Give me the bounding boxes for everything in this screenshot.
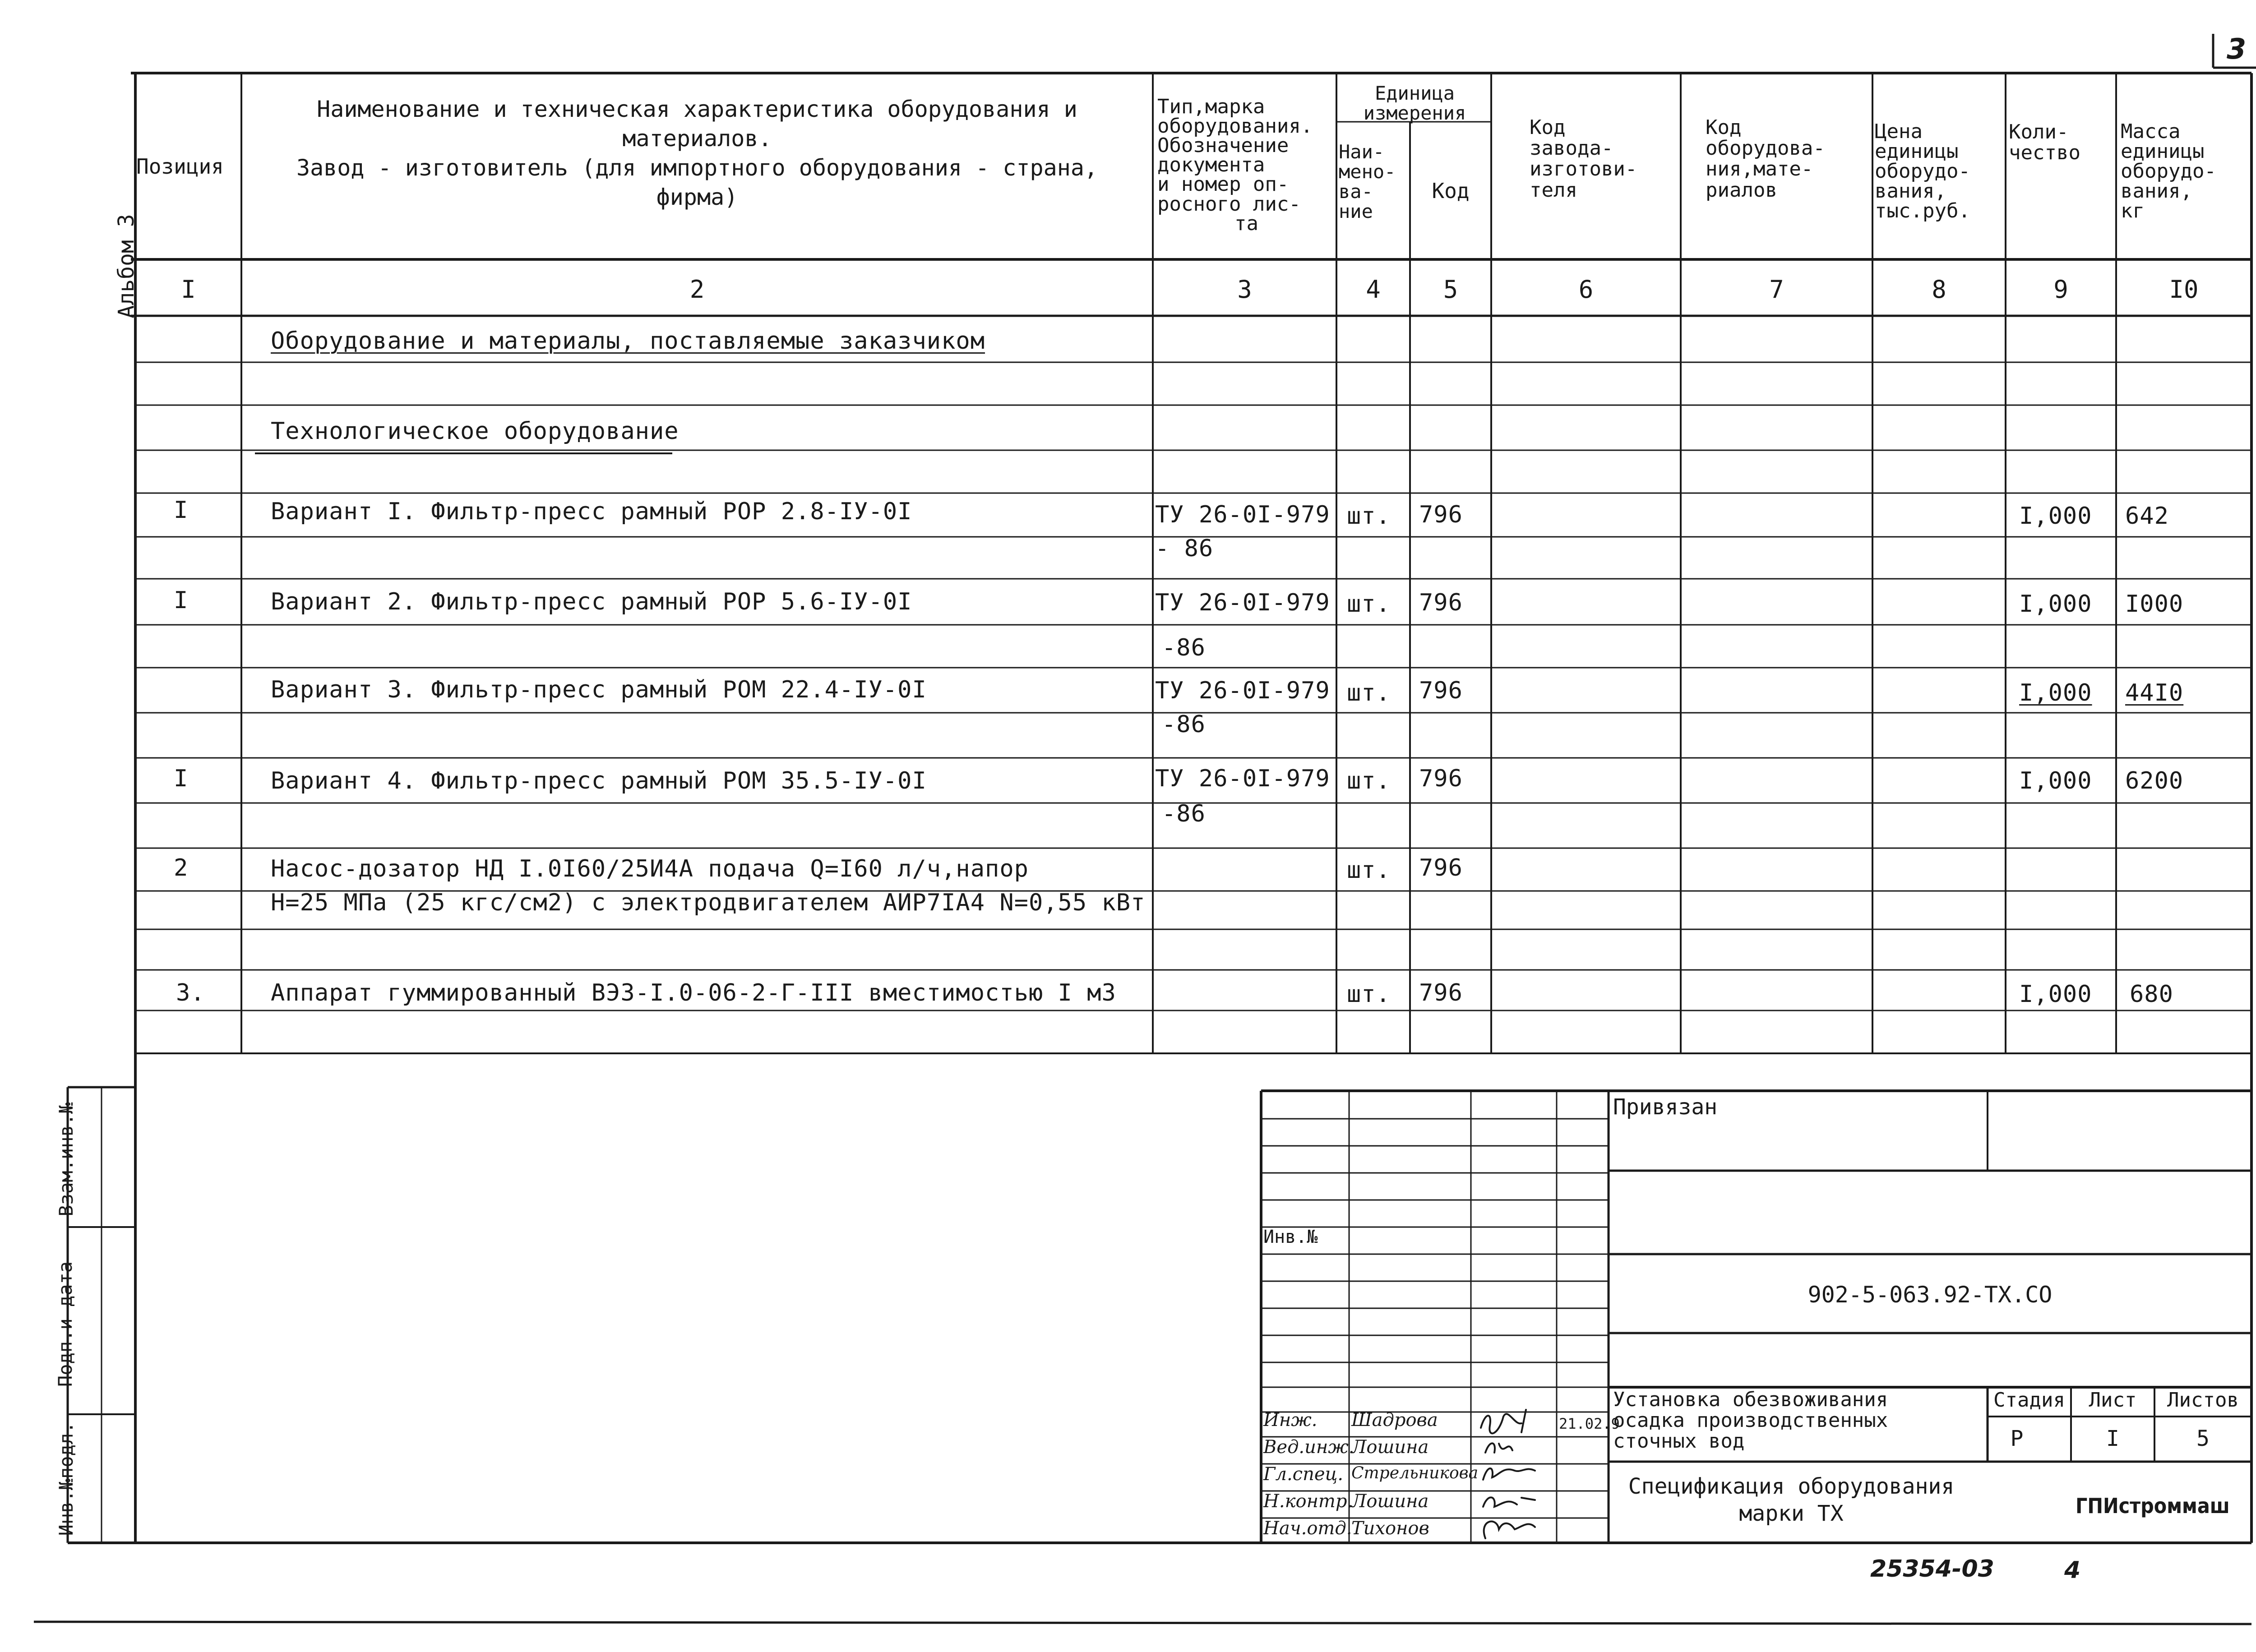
row3-quantity: I,000: [2019, 679, 2092, 706]
col-header-doc-l6: росного лис-: [1157, 192, 1301, 216]
row6-unit: шт.: [1347, 981, 1391, 1008]
role-norm-control: Н.контр.: [1263, 1491, 1353, 1512]
stamp-replace-inventory: Взам.инв.№: [55, 1102, 77, 1217]
price-l1: Цена: [1875, 120, 1923, 143]
row3-doc: ТУ 26-0I-979: [1155, 677, 1330, 704]
unit-group-l1: Единица: [1374, 82, 1455, 104]
row2-quantity: I,000: [2019, 591, 2092, 618]
sheets-label: Листов: [2167, 1389, 2239, 1412]
col-header-factory-code: [1530, 117, 1674, 201]
album-label: Альбом 3: [114, 214, 139, 318]
row6-quantity: I,000: [2019, 981, 2092, 1008]
colnum-1: I: [181, 275, 196, 304]
colnum-8: 8: [1932, 275, 1946, 304]
unit-name-l3: ва-: [1339, 180, 1373, 203]
document-title: [1609, 1473, 1974, 1527]
col-header-unit-code: Код: [1432, 179, 1470, 203]
page-number: 4: [2064, 1557, 2081, 1584]
colnum-10: I0: [2169, 275, 2199, 304]
row1-mass: 642: [2125, 503, 2169, 530]
stamp-inventory-original: Инв.№подл.: [55, 1421, 77, 1536]
price-l5: тыс.руб.: [1875, 199, 1970, 222]
col-header-doc-l7: та: [1234, 212, 1258, 235]
colnum-9: 9: [2053, 275, 2068, 304]
row4-unit: шт.: [1347, 767, 1391, 794]
row4-quantity: I,000: [2019, 767, 2092, 794]
colnum-7: 7: [1769, 275, 1784, 304]
row6-code: 796: [1419, 979, 1463, 1006]
organization-name: ГПИстроммаш: [2076, 1494, 2230, 1518]
sheet-number: 3: [2227, 32, 2247, 65]
row4-mass: 6200: [2125, 767, 2184, 794]
row1-quantity: I,000: [2019, 503, 2092, 530]
document-code: 902-5-063.92-ТХ.СО: [1808, 1282, 2053, 1308]
row4-code: 796: [1419, 765, 1463, 792]
row4-position: I: [174, 765, 189, 792]
project-title: [1613, 1389, 1888, 1452]
section-customer-supplied: Оборудование и материалы, поставляемые заказчиком: [271, 328, 985, 355]
col-header-mass: [2121, 122, 2249, 221]
factory-code-l4: теля: [1530, 178, 1577, 202]
col-header-unit-group: [1339, 83, 1490, 123]
row1-code: 796: [1419, 501, 1463, 528]
col-header-price: [1875, 122, 2003, 221]
col-header-doc: [1157, 97, 1336, 233]
col-header-name-line4: фирма): [656, 184, 738, 210]
name-department-head: Тихонов: [1351, 1518, 1429, 1539]
name-chief-specialist: Стрельникова: [1351, 1464, 1479, 1482]
price-l3: оборудо-: [1875, 160, 1970, 183]
mass-l1: Масса: [2121, 120, 2181, 143]
mass-l3: оборудо-: [2121, 160, 2216, 183]
row6-position: 3.: [176, 979, 205, 1006]
quantity-l2: чество: [2009, 141, 2080, 165]
role-department-head: Нач.отд.: [1263, 1518, 1352, 1539]
unit-name-l1: Наи-: [1339, 141, 1385, 163]
price-l2: единицы: [1875, 140, 1959, 163]
row2-code: 796: [1419, 589, 1463, 616]
project-title-l2: осадка производственных: [1613, 1409, 1888, 1432]
unit-name-l4: ние: [1339, 200, 1373, 223]
quantity-l1: Коли-: [2009, 120, 2069, 143]
row5-name-cont: Н=25 МПа (25 кгс/см2) с электродвигателем АИР7IА4 N=0,55 кВт: [271, 889, 1146, 916]
equipment-code-l2: оборудова-: [1706, 137, 1825, 160]
col-header-doc-l4: документа: [1157, 153, 1265, 177]
equipment-code-l1: Код: [1706, 116, 1742, 139]
col-header-name-line2: материалов.: [622, 125, 772, 152]
equipment-code-l3: ния,мате-: [1706, 157, 1813, 181]
colnum-2: 2: [689, 275, 705, 304]
document-title-l2: марки ТХ: [1739, 1501, 1844, 1526]
row6-name: Аппарат гуммированный ВЭЗ-I.0-06-2-Г-III вместимостью I м3: [271, 979, 1116, 1006]
mass-l4: вания,: [2121, 180, 2192, 203]
row2-doc-cont: -86: [1162, 634, 1206, 661]
stage-value: Р: [2010, 1426, 2024, 1451]
equipment-code-l4: риалов: [1706, 178, 1777, 202]
col-header-doc-l5: и номер оп-: [1157, 173, 1289, 196]
col-header-name-line1: Наименование и техническая характеристика оборудования и: [317, 96, 1077, 122]
title-bound-label: Привязан: [1613, 1094, 1718, 1120]
col-header-name-line3: Завод - изготовитель (для импортного оборудования - страна,: [296, 155, 1098, 181]
name-lead-engineer: Лошина: [1351, 1437, 1429, 1458]
row1-position: I: [174, 497, 189, 524]
row3-code: 796: [1419, 677, 1463, 704]
section-technological: Технологическое оборудование: [271, 418, 679, 445]
row4-doc-cont: -86: [1162, 800, 1206, 827]
signatures-icon: [1472, 1407, 1558, 1543]
col-header-unit-name: [1339, 142, 1409, 221]
col-header-quantity: [2009, 122, 2115, 163]
row3-mass: 44I0: [2125, 679, 2184, 706]
title-inventory-label: Инв.№: [1263, 1227, 1318, 1247]
row1-unit: шт.: [1347, 503, 1391, 530]
name-norm-control: Лошина: [1351, 1491, 1429, 1512]
sheet-value: I: [2106, 1426, 2119, 1451]
role-lead-engineer: Вед.инж.: [1263, 1437, 1355, 1458]
row2-mass: I000: [2125, 591, 2184, 618]
row2-unit: шт.: [1347, 591, 1391, 618]
row5-code: 796: [1419, 854, 1463, 881]
colnum-4: 4: [1366, 275, 1381, 304]
colnum-5: 5: [1443, 275, 1458, 304]
row5-unit: шт.: [1347, 857, 1391, 884]
project-title-l3: сточных вод: [1613, 1430, 1745, 1453]
row1-doc-cont: - 86: [1155, 535, 1214, 562]
row2-name: Вариант 2. Фильтр-пресс рамный РОР 5.6-IУ-0I: [271, 588, 912, 615]
price-l4: вания,: [1875, 180, 1946, 203]
stamp-sign-date: Подп.и дата: [54, 1261, 76, 1387]
col-header-doc-l2: оборудования.: [1157, 115, 1313, 138]
row4-doc: ТУ 26-0I-979: [1155, 765, 1330, 792]
row6-mass: 680: [2130, 981, 2173, 1008]
row1-name: Вариант I. Фильтр-пресс рамный РОР 2.8-IУ-0I: [271, 498, 912, 525]
sheets-value: 5: [2196, 1426, 2210, 1451]
row3-name: Вариант 3. Фильтр-пресс рамный РОМ 22.4-IУ-0I: [271, 676, 927, 703]
row5-position: 2: [174, 854, 189, 881]
colnum-3: 3: [1237, 275, 1252, 304]
factory-code-l1: Код: [1530, 116, 1566, 139]
row3-doc-cont: -86: [1162, 711, 1206, 738]
col-header-doc-l1: Тип,марка: [1157, 95, 1265, 118]
row3-unit: шт.: [1347, 679, 1391, 706]
row2-doc: ТУ 26-0I-979: [1155, 589, 1330, 616]
unit-name-l2: мено-: [1339, 161, 1396, 183]
document-title-l1: Спецификация оборудования: [1628, 1474, 1955, 1499]
sheet-label: Лист: [2089, 1389, 2137, 1412]
mass-l5: кг: [2121, 199, 2145, 222]
signature-date: 21.02.9: [1559, 1415, 1620, 1432]
col-header-equipment-code: [1706, 117, 1868, 201]
col-header-position: Позиция: [136, 154, 224, 179]
name-engineer: Шадрова: [1351, 1410, 1438, 1431]
role-chief-specialist: Гл.спец.: [1263, 1464, 1344, 1485]
stage-label: Стадия: [1993, 1389, 2065, 1412]
project-title-l1: Установка обезвоживания: [1613, 1388, 1888, 1411]
factory-code-l2: завода-: [1530, 137, 1613, 160]
row1-doc: ТУ 26-0I-979: [1155, 501, 1330, 528]
row5-name: Насос-дозатор НД I.0I60/25И4А подача Q=I60 л/ч,напор: [271, 855, 1029, 882]
colnum-6: 6: [1578, 275, 1594, 304]
row4-name: Вариант 4. Фильтр-пресс рамный РОМ 35.5-IУ-0I: [271, 767, 927, 794]
archive-number: 25354-03: [1870, 1555, 1994, 1583]
factory-code-l3: изготови-: [1530, 157, 1637, 181]
unit-group-l2: измерения: [1363, 102, 1466, 125]
row2-position: I: [174, 587, 189, 614]
role-engineer: Инж.: [1263, 1410, 1318, 1431]
mass-l2: единицы: [2121, 140, 2205, 163]
col-header-doc-l3: Обозначение: [1157, 134, 1289, 157]
col-header-name: [244, 95, 1151, 212]
